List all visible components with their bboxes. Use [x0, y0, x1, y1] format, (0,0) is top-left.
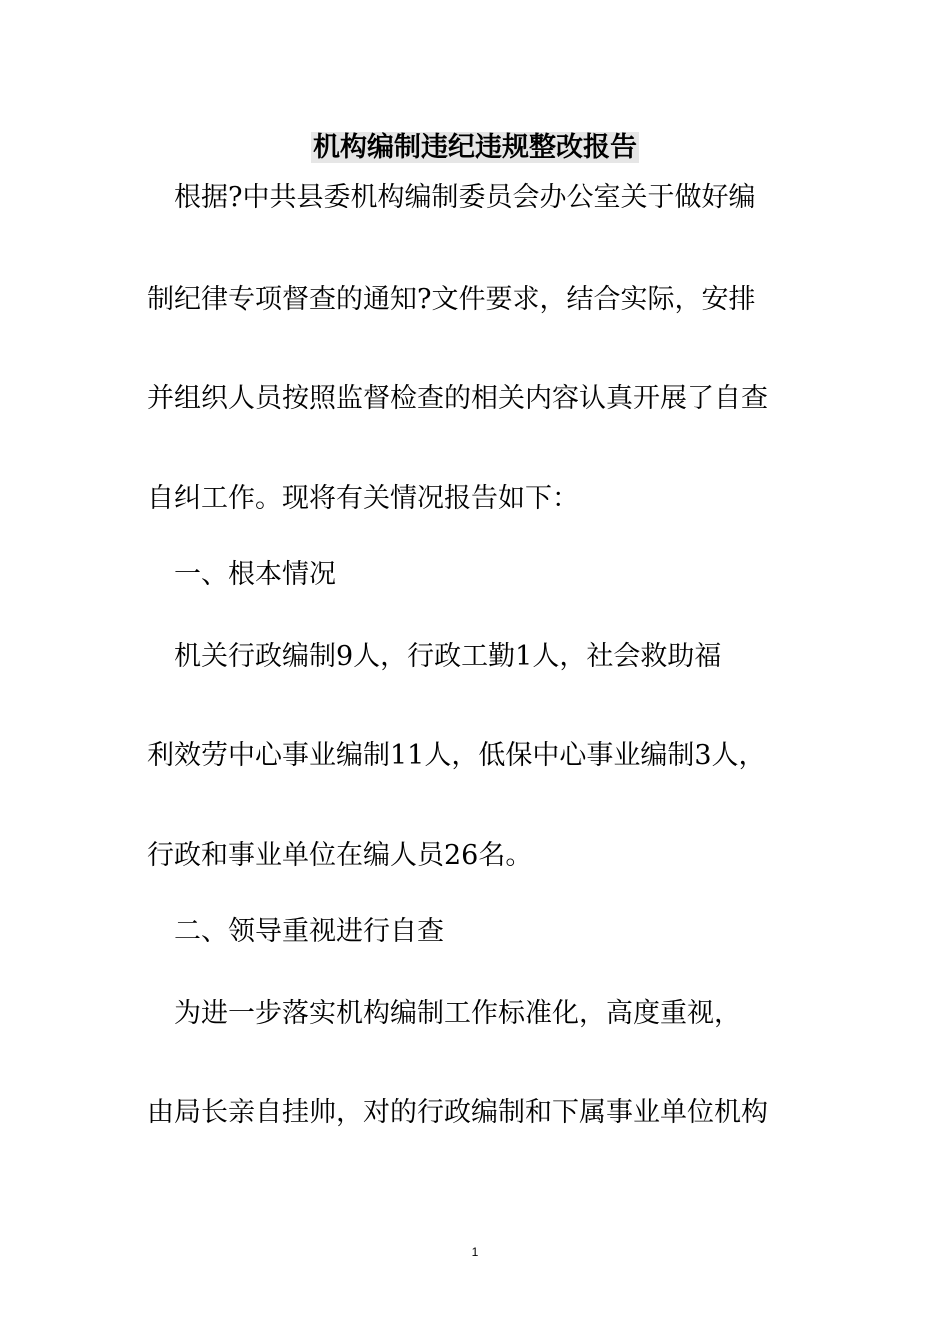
body-line: 并组织人员按照监督检查的相关内容认真开展了自查: [147, 383, 768, 414]
body-line: 机关行政编制9人，行政工勤1人，社会救助福: [147, 641, 722, 672]
body-line: 制纪律专项督查的通知?文件要求，结合实际，安排: [147, 284, 756, 315]
body-line: 根据?中共县委机构编制委员会办公室关于做好编: [147, 182, 756, 213]
page-number: 1: [471, 1245, 479, 1259]
body-line: 自纠工作。现将有关情况报告如下：: [147, 483, 579, 514]
body-line: 由局长亲自挂帅，对的行政编制和下属事业单位机构: [147, 1097, 768, 1128]
section-heading: 一、根本情况: [147, 559, 336, 590]
body-line: 利效劳中心事业编制11人，低保中心事业编制3人，: [147, 740, 766, 771]
section-heading: 二、领导重视进行自查: [147, 916, 444, 947]
body-line: 行政和事业单位在编人员26名。: [147, 840, 533, 871]
body-line: 为进一步落实机构编制工作标准化，高度重视，: [147, 998, 741, 1029]
document-title-text: 机构编制违纪违规整改报告: [313, 132, 637, 163]
document-title: [0, 128, 950, 168]
